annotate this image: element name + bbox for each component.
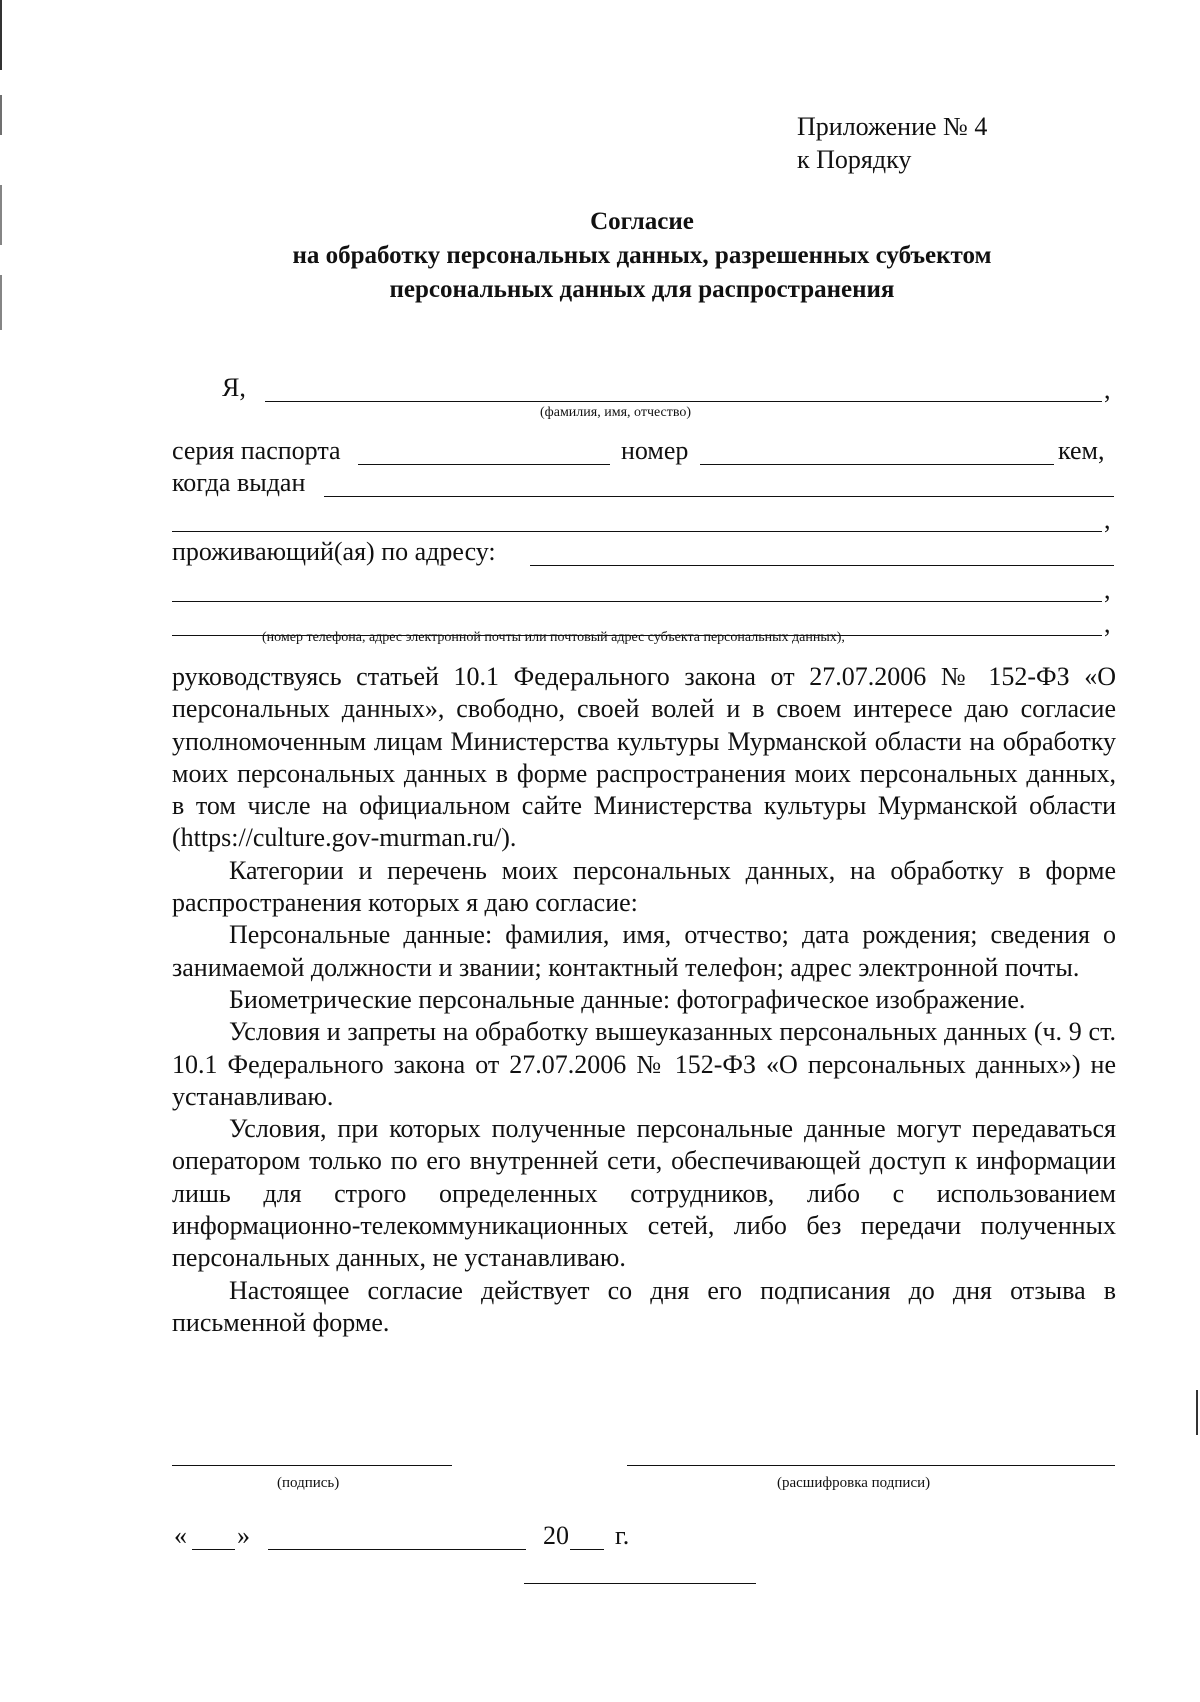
issued-when-field[interactable] [324,496,1114,497]
signature-decoding-field[interactable] [627,1465,1115,1466]
appendix-reference: к Порядку [797,145,912,174]
fio-caption: (фамилия, имя, отчество) [540,405,692,420]
scan-margin-mark [0,0,2,70]
contact-caption: (номер телефона, адрес электронной почты или почтовый адрес субъекта персональных данных), [262,630,845,645]
paragraph-personal-data: Персональные данные: фамилия, имя, отчество; дата рождения; сведения о занимаемой должности и звании; контактный телефон; адрес электронной почты. [172,920,1116,982]
appendix-number: Приложение № 4 [797,112,988,141]
date-year-field[interactable] [570,1549,604,1550]
i-label: Я, [222,373,246,402]
scan-margin-mark [0,185,2,245]
address-continuation-comma: , [1104,575,1111,604]
address-continuation-field[interactable] [172,601,1102,602]
fio-field[interactable] [265,401,1102,402]
fio-comma: , [1104,375,1111,404]
issued-when-row [172,466,1116,502]
signature-caption: (подпись) [277,1475,340,1491]
address-label: проживающий(ая) по адресу: [172,537,496,566]
date-year-suffix: г. [615,1521,630,1550]
date-year-prefix: 20 [543,1521,569,1550]
title-line-2: на обработку персональных данных, разрешенных субъектом [292,242,992,269]
paragraph-transfer-conditions: Условия, при которых полученные персональные данные могут передаваться оператором только по его внутренней сети, обеспечивающей доступ к информации лишь для строго определенных сотрудников, либо с использованием информационно-телекоммуникационных сетей, либо без передачи полученных персональных данных, не устанавливаю. [172,1114,1116,1273]
scan-margin-mark [0,95,2,135]
date-day-field[interactable] [192,1549,235,1550]
date-close-quote: » [237,1521,250,1550]
issued-continuation-row [172,501,1116,537]
scan-margin-mark [0,275,2,330]
paragraph-biometric-data: Биометрические персональные данные: фотографическое изображение. [229,984,1026,1014]
paragraph-validity: Настоящее согласие действует со дня его подписания до дня отзыва в письменной форме. [172,1275,1116,1337]
passport-number-label: номер [621,436,689,465]
address-row [172,535,1116,571]
address-continuation-row [172,571,1116,607]
passport-series-field[interactable] [358,464,610,465]
paragraph-legal-basis: руководствуясь статьей 10.1 Федерального закона от 27.07.2006 № 152-ФЗ «О персональных данных», свободно, своей волей и в своем интересе даю согласие уполномоченным лицам Министерства культуры Мурманской области на обработку моих персональных данных в форме распространения моих персональных данных, в том числе на официальном сайте Министерства культуры Мурманской области (https://culture.gov-murman.ru/). [172,662,1116,853]
bottom-rule [524,1583,756,1584]
issued-when-label: когда выдан [172,468,306,497]
date-month-field[interactable] [268,1549,526,1550]
signature-field[interactable] [172,1465,452,1466]
passport-row [172,434,1116,470]
paragraph-categories: Категории и перечень моих персональных данных, на обработку в форме распространения которых я даю согласие: [172,855,1116,918]
title-line-1: Согласие [590,208,694,235]
date-open-quote: « [174,1521,187,1550]
title-line-3: персональных данных для распространения [389,276,895,303]
paragraph-restrictions: Условия и запреты на обработку вышеуказанных персональных данных (ч. 9 ст. 10.1 Федерального закона от 27.07.2006 № 152-ФЗ «О персональных данных») не устанавливаю. [172,1017,1116,1111]
contact-comma: , [1104,609,1111,638]
issued-continuation-comma: , [1104,505,1111,534]
passport-number-field[interactable] [700,464,1054,465]
consent-body [172,661,1116,1339]
document-title [170,205,1114,307]
date-row [172,1515,732,1555]
fio-row [172,371,1116,407]
appendix-header [797,110,987,176]
issued-continuation-field[interactable] [172,531,1102,532]
signature-decoding-caption: (расшифровка подписи) [777,1475,931,1491]
scan-margin-mark [1196,1390,1198,1435]
passport-series-label: серия паспорта [172,436,341,465]
issued-by-label: кем, [1058,436,1105,465]
address-field[interactable] [530,565,1114,566]
